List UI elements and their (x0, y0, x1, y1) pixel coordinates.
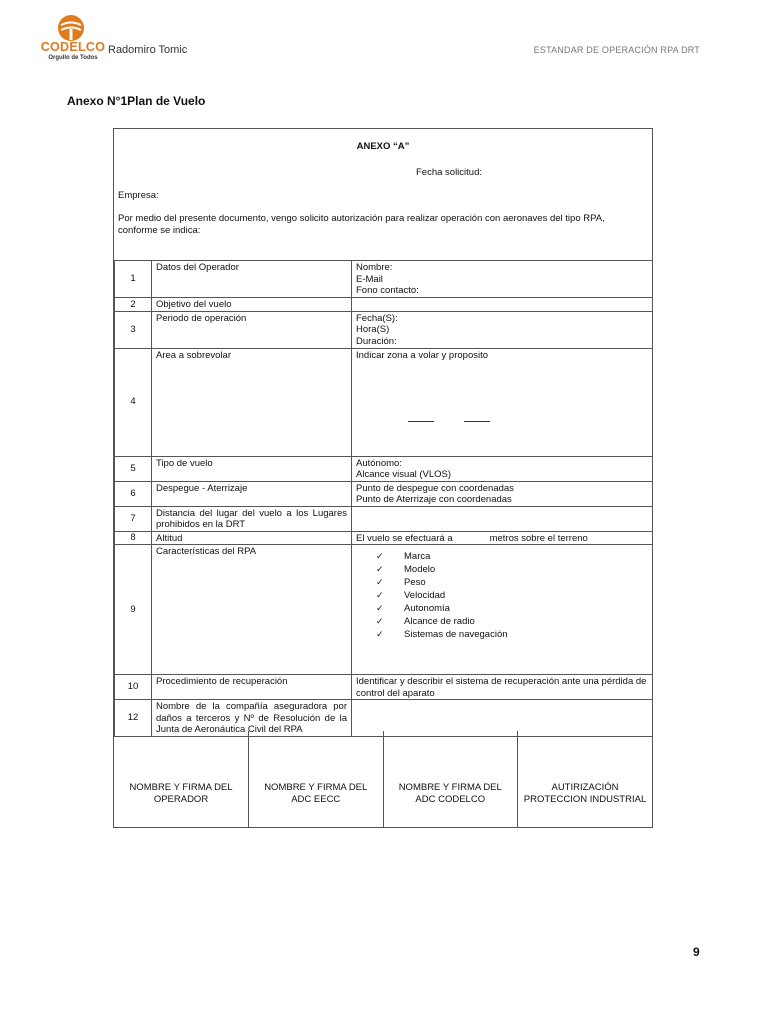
signature-operator: NOMBRE Y FIRMA DEL OPERADOR (114, 731, 249, 828)
rpa-characteristics-list (376, 550, 648, 641)
row-value-cell (352, 545, 653, 675)
signature-adc-codelco: NOMBRE Y FIRMA DEL ADC CODELCO (383, 731, 518, 828)
logo-tagline: Orgullo de Todos (48, 55, 98, 61)
checkmark-icon: ✓ (376, 590, 384, 600)
row-number: 8 (115, 531, 152, 545)
form-header (114, 129, 652, 260)
row-label: Datos del Operador (152, 261, 352, 298)
table-row (115, 311, 653, 348)
blank-lines (356, 421, 648, 422)
row-value: Autónomo: Alcance visual (VLOS) (352, 456, 653, 481)
row-value: Punto de despegue con coordenadas Punto de Aterrizaje con coordenadas (352, 481, 653, 506)
row-label: Objetivo del vuelo (152, 298, 352, 312)
row-number: 2 (115, 298, 152, 312)
row-label: Características del RPA (152, 545, 352, 675)
list-item: ✓ Alcance de radio (376, 616, 475, 627)
request-date-label: Fecha solicitud: (416, 167, 483, 178)
table-row (115, 298, 653, 312)
row-number: 1 (115, 261, 152, 298)
form-rows-table (114, 260, 653, 737)
row-value: Identificar y describir el sistema de recuperación ante una pérdida de control del aparato (352, 675, 653, 700)
row-value: El vuelo se efectuará a metros sobre el terreno (352, 531, 653, 545)
signature-table (114, 731, 652, 828)
checkmark-icon: ✓ (376, 629, 384, 639)
row-value: Indicar zona a volar y proposito (356, 349, 489, 361)
checkmark-icon: ✓ (376, 551, 384, 561)
table-row (115, 675, 653, 700)
blank-line (408, 421, 434, 422)
document-standard: ESTANDAR DE OPERACIÓN RPA DRT (533, 45, 700, 55)
row-label: Altitud (152, 531, 352, 545)
row-value-cell (352, 348, 653, 456)
row-number: 7 (115, 506, 152, 531)
row-number: 10 (115, 675, 152, 700)
table-row (115, 261, 653, 298)
row-number: 4 (115, 348, 152, 456)
row-number: 5 (115, 456, 152, 481)
signature-industrial-protection: AUTIRIZACIÓN PROTECCION INDUSTRIAL (523, 781, 647, 805)
signature-row (114, 731, 652, 828)
row-number: 9 (115, 545, 152, 675)
row-label: Tipo de vuelo (152, 456, 352, 481)
table-row (115, 481, 653, 506)
signature-adc-eecc: NOMBRE Y FIRMA DEL ADC EECC (249, 731, 384, 828)
row-number: 3 (115, 311, 152, 348)
flight-plan-form (113, 128, 653, 828)
annex-title: Anexo N°1Plan de Vuelo (67, 94, 206, 108)
division-name: Radomiro Tomic (108, 44, 188, 56)
logo-text: CODELCO (40, 40, 106, 54)
row-value: Nombre: E-Mail Fono contacto: (352, 261, 653, 298)
row-label: Periodo de operación (152, 311, 352, 348)
row-label: Nombre de la compañía aseguradora por daños a terceros y Nº de Resolución de la Junta de Aeronáutica Civil del RPA (152, 700, 352, 737)
table-row (115, 545, 653, 675)
list-item: ✓ Velocidad (376, 590, 446, 601)
row-number: 12 (115, 700, 152, 737)
row-label: Procedimiento de recuperación (152, 675, 352, 700)
company-label: Empresa: (118, 190, 159, 201)
blank-line (464, 421, 490, 422)
table-row (115, 531, 653, 545)
checkmark-icon: ✓ (376, 564, 384, 574)
page-number: 9 (693, 945, 700, 959)
table-row (115, 506, 653, 531)
codelco-emblem-icon (57, 14, 85, 42)
intro-text: Por medio del presente documento, vengo solicito autorización para realizar operación con aeronaves del tipo RPA, conforme se indica: (118, 213, 605, 236)
form-heading: ANEXO “A” (356, 141, 410, 152)
row-label: Despegue - Aterrizaje (152, 481, 352, 506)
list-item: ✓ Peso (376, 577, 426, 588)
row-label: Distancia del lugar del vuelo a los Lugares prohibidos en la DRT (152, 506, 352, 531)
list-item: ✓ Sistemas de navegación (376, 629, 508, 640)
row-value (352, 506, 653, 531)
checkmark-icon: ✓ (376, 577, 384, 587)
row-label: Area a sobrevolar (152, 348, 352, 456)
list-item: ✓ Modelo (376, 564, 436, 575)
row-value (352, 298, 653, 312)
list-item: ✓ Marca (376, 551, 431, 562)
list-item: ✓ Autonomía (376, 603, 450, 614)
table-row (115, 456, 653, 481)
codelco-logo (40, 14, 106, 64)
row-number: 6 (115, 481, 152, 506)
row-value: Fecha(S): Hora(S) Duración: (352, 311, 653, 348)
checkmark-icon: ✓ (376, 616, 384, 626)
checkmark-icon: ✓ (376, 603, 384, 613)
table-row (115, 348, 653, 456)
